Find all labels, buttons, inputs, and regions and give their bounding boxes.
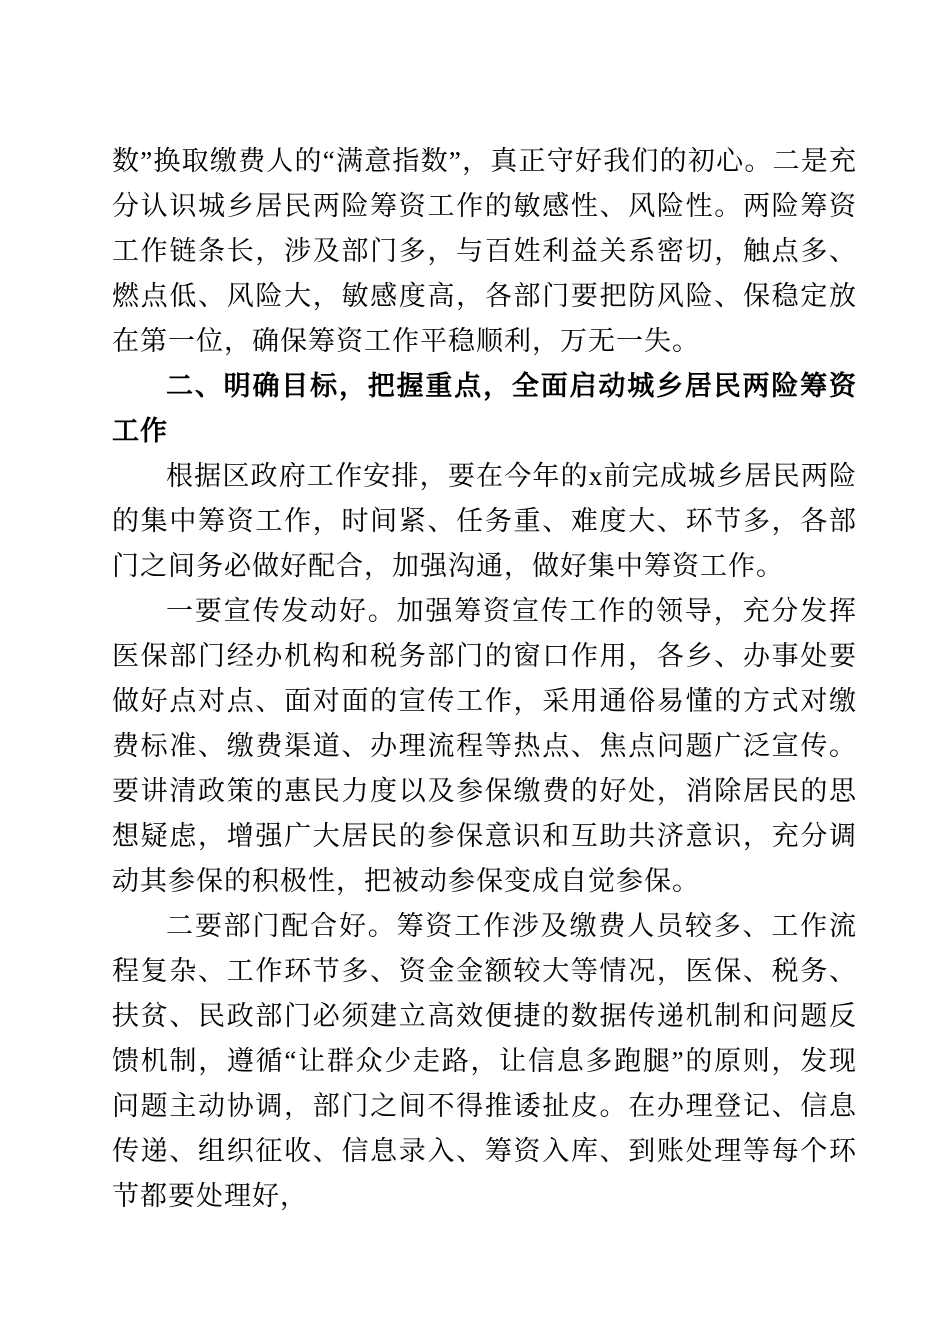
paragraph: 一要宣传发动好。加强筹资宣传工作的领导，充分发挥医保部门经办机构和税务部门的窗口作用，各乡、办事处要做好点对点、面对面的宣传工作，采用通俗易懂的方式对缴费标准、缴费渠道、办理流程等热点、焦点问题广泛宣传。要讲清政策的惠民力度以及参保缴费的好处，消除居民的思想疑虑，增强广大居民的参保意识和互助共济意识，充分调动其参保的积极性，把被动参保变成自觉参保。 bbox=[112, 596, 857, 896]
section-heading: 二、明确目标，把握重点，全面启动城乡居民两险筹资工作 bbox=[112, 371, 857, 446]
paragraph: 二要部门配合好。筹资工作涉及缴费人员较多、工作流程复杂、工作环节多、资金金额较大等情况，医保、税务、扶贫、民政部门必须建立高效便捷的数据传递机制和问题反馈机制，遵循“让群众少走路，让信息多跑腿”的原则，发现问题主动协调，部门之间不得推诿扯皮。在办理登记、信息传递、组织征收、信息录入、筹资入库、到账处理等每个环节都要处理好， bbox=[112, 911, 857, 1211]
paragraph-continued: 数”换取缴费人的“满意指数”，真正守好我们的初心。二是充分认识城乡居民两险筹资工作的敏感性、风险性。两险筹资工作链条长，涉及部门多，与百姓利益关系密切，触点多、燃点低、风险大，敏感度高，各部门要把防风险、保稳定放在第一位，确保筹资工作平稳顺利，万无一失。 bbox=[112, 146, 857, 356]
paragraph: 根据区政府工作安排，要在今年的x前完成城乡居民两险的集中筹资工作，时间紧、任务重、难度大、环节多，各部门之间务必做好配合，加强沟通，做好集中筹资工作。 bbox=[112, 461, 857, 581]
